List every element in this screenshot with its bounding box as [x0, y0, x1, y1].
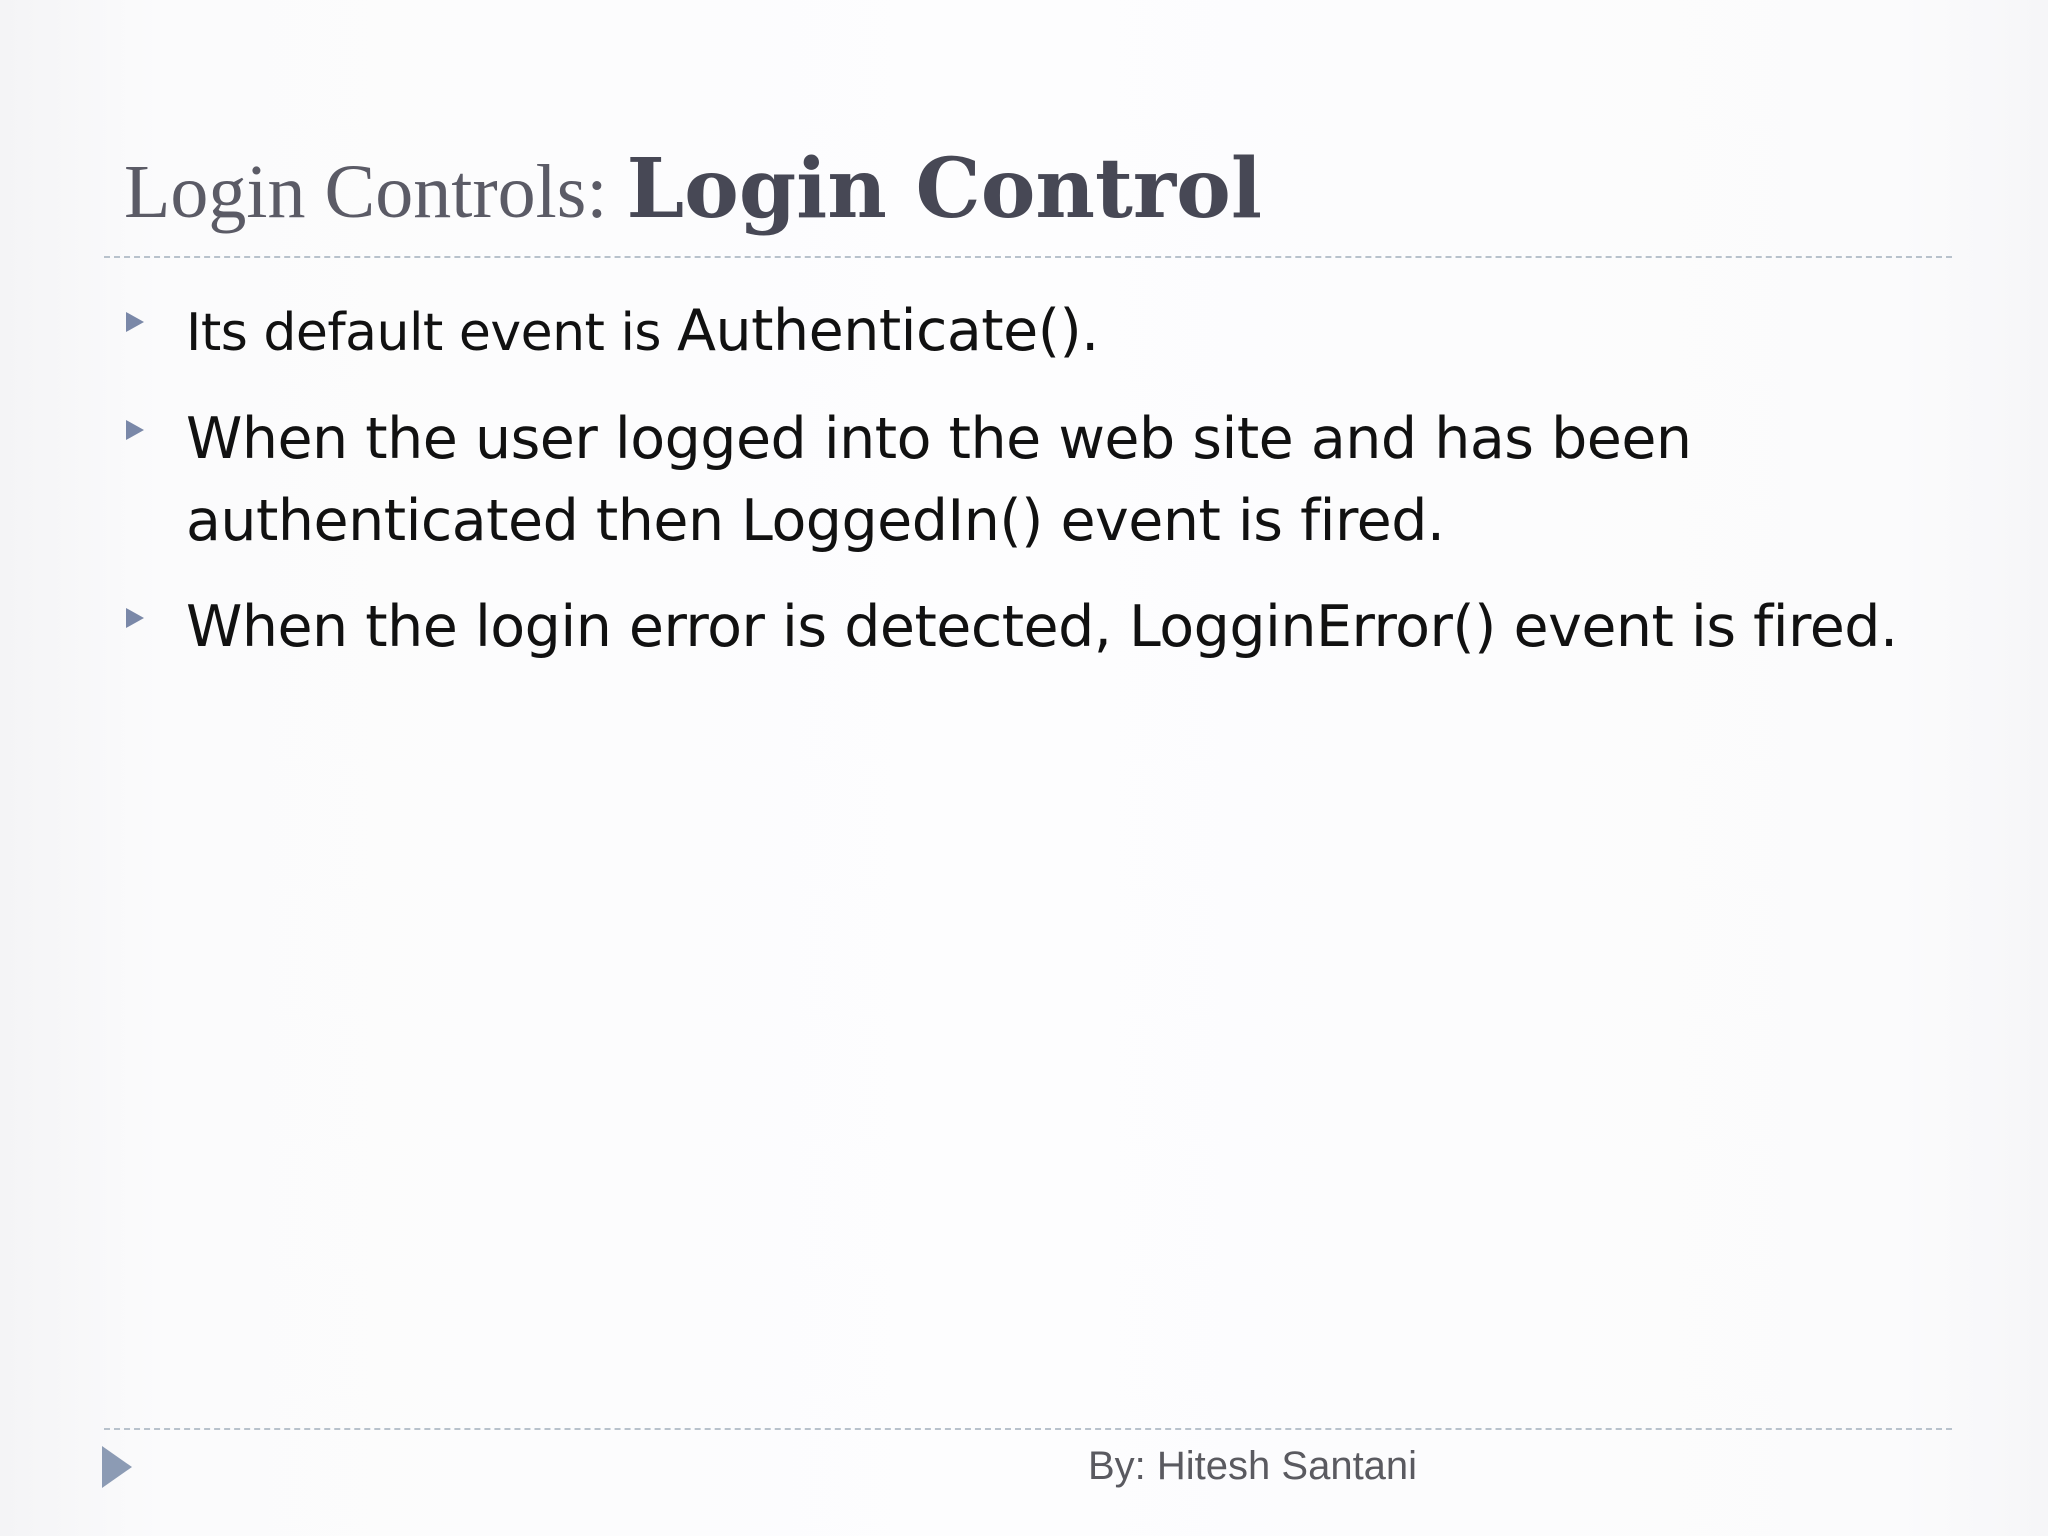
bullet-item	[124, 398, 1964, 562]
footer-divider	[104, 1428, 1952, 1430]
bullet-triangle-icon	[126, 312, 144, 332]
bullet-triangle-icon	[126, 420, 144, 440]
bullet-text-large: Authenticate().	[677, 298, 1099, 364]
triangle-right-icon	[102, 1446, 132, 1488]
bullet-item	[124, 290, 1964, 374]
bullet-text	[186, 290, 1964, 374]
bullet-item	[124, 586, 1964, 668]
bullet-text-small: Its default event is	[186, 303, 678, 363]
bullet-text: When the login error is detected, LogginError() event is fired.	[186, 594, 1898, 660]
title-divider	[104, 256, 1952, 258]
bullet-list	[124, 290, 1964, 692]
slide-title-main: Login Control	[626, 141, 1262, 237]
footer-author: By: Hitesh Santani	[1088, 1444, 1418, 1488]
slide-title	[124, 141, 1262, 237]
slide-title-prefix: Login Controls:	[124, 150, 627, 234]
bullet-text: When the user logged into the web site and has been authenticated then LoggedIn() event is fired.	[186, 406, 1692, 554]
bullet-triangle-icon	[126, 608, 144, 628]
